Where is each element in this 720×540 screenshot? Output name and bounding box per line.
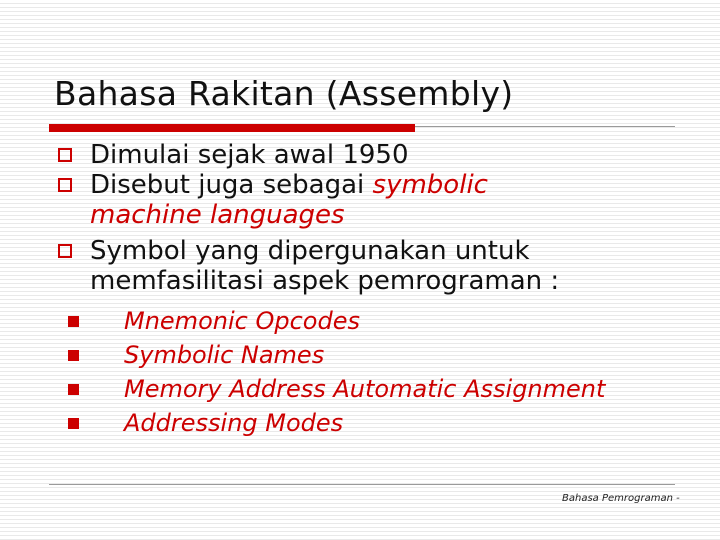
bullet-text: Symbol yang dipergunakan untuk <box>90 236 530 266</box>
slide-title: Bahasa Rakitan (Assembly) <box>54 74 514 113</box>
filled-square-bullet-icon <box>68 350 79 361</box>
filled-square-bullet-icon <box>68 384 79 395</box>
sub-bullet-text: Symbolic Names <box>124 341 325 369</box>
bullet-emphasis-text: symbolic <box>372 170 488 200</box>
sub-bullet-item <box>124 406 696 440</box>
title-underline-rule <box>415 126 675 127</box>
bullet-text: memfasilitasi aspek pemrograman : <box>90 266 560 296</box>
footer-text: Bahasa Pemrograman - <box>562 493 680 504</box>
title-underline-accent <box>49 124 415 132</box>
footer-rule <box>49 484 675 485</box>
sub-bullet-text: Mnemonic Opcodes <box>124 307 360 335</box>
sub-bullet-list <box>56 304 696 440</box>
sub-bullet-text: Addressing Modes <box>124 409 344 437</box>
filled-square-bullet-icon <box>68 418 79 429</box>
hollow-square-bullet-icon <box>58 244 72 258</box>
sub-bullet-item <box>124 304 696 338</box>
filled-square-bullet-icon <box>68 316 79 327</box>
hollow-square-bullet-icon <box>58 148 72 162</box>
bullet-item <box>56 236 696 296</box>
bullet-item <box>56 170 696 230</box>
hollow-square-bullet-icon <box>58 178 72 192</box>
sub-bullet-item <box>124 338 696 372</box>
sub-bullet-text: Memory Address Automatic Assignment <box>124 375 606 403</box>
bullet-list <box>56 140 696 440</box>
bullet-text: Disebut juga sebagai <box>90 170 373 200</box>
sub-bullet-item <box>124 372 696 406</box>
bullet-emphasis-text: machine languages <box>90 200 345 230</box>
bullet-text: Dimulai sejak awal 1950 <box>90 140 409 170</box>
bullet-item <box>56 140 696 170</box>
